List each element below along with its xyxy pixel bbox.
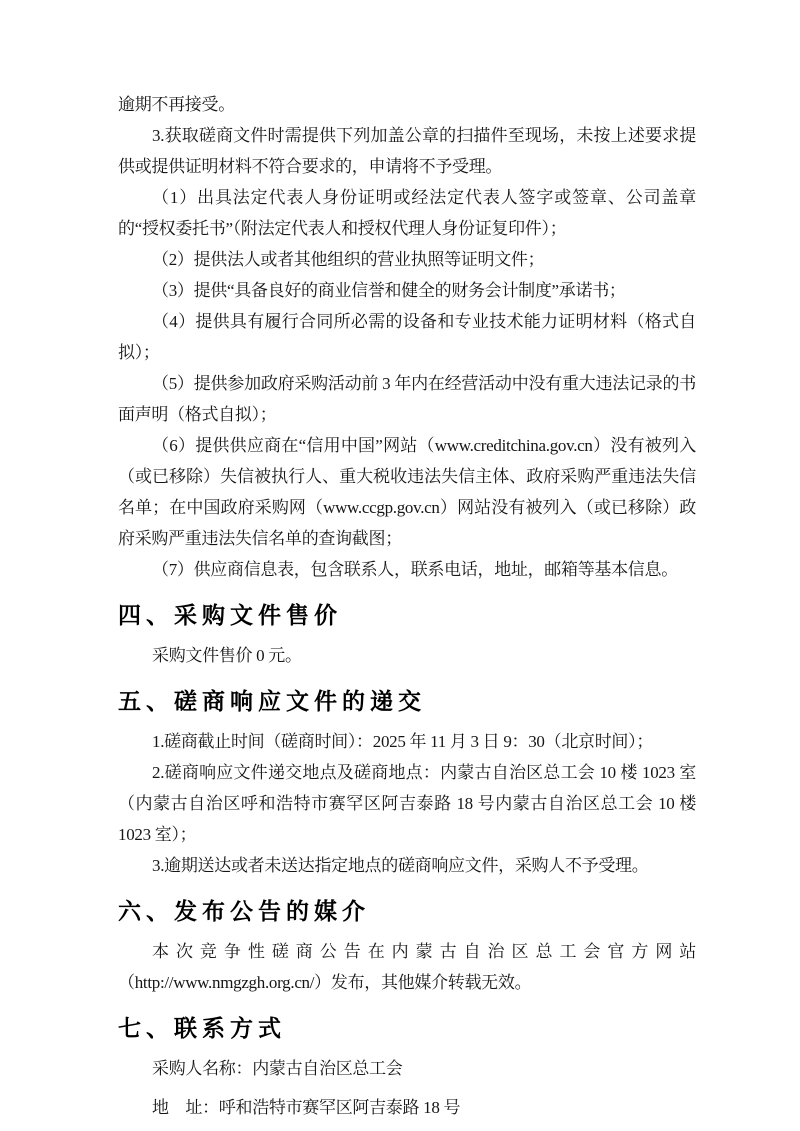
paragraph-subitem-6-credit-china-screenshot: （6）提供供应商在“信用中国”网站（www.creditchina.gov.cn）没有被列入（或已移除）失信被执行人、重大税收违法失信主体、政府采购严重违法失信名单；在中国政府采购网（www.ccgp.gov.cn）网站没有被列入（或已移除）政府采购严重违法失信名单的查询截图； [118, 436, 696, 548]
paragraph-subitem-3-credit-commitment: （3）提供“具备良好的商业信誉和健全的财务会计制度”承诺书； [152, 281, 626, 300]
paragraph-subitem-4-equipment-capability: （4）提供具有履行合同所必需的设备和专业技术能力证明材料（格式自拟）； [118, 312, 696, 362]
paragraph-subitem-5-no-violation-statement: （5）提供参加政府采购活动前 3 年内在经营活动中没有重大违法记录的书面声明（格式自拟）； [118, 374, 696, 424]
paragraph-announcement-website: 本次竞争性磋商公告在内蒙古自治区总工会官方网站（http://www.nmgzgh.org.cn/）发布，其他媒介转载无效。 [118, 942, 696, 992]
paragraph-item-3-obtain-documents: 3.获取磋商文件时需提供下列加盖公章的扫描件至现场，未按上述要求提供或提供证明材料不符合要求的，申请将不予受理。 [118, 126, 696, 176]
paragraph-subitem-7-supplier-info-table: （7）供应商信息表，包含联系人，联系电话，地址，邮箱等基本信息。 [152, 560, 678, 579]
section-heading-5-response-submission: 五、磋商响应文件的递交 [118, 688, 426, 714]
paragraph-purchaser-name: 采购人名称：内蒙古自治区总工会 [152, 1059, 403, 1078]
paragraph-subitem-2-business-license: （2）提供法人或者其他组织的营业执照等证明文件； [152, 250, 545, 269]
section-heading-7-contact-info: 七、联系方式 [118, 1015, 286, 1041]
paragraph-purchaser-address: 地 址：呼和浩特市赛罕区阿吉泰路 18 号 [152, 1098, 461, 1117]
paragraph-subitem-1-legal-representative: （1）出具法定代表人身份证明或经法定代表人签字或签章、公司盖章的“授权委托书”（附法定代表人和授权代理人身份证复印件）； [118, 188, 696, 238]
paragraph-document-price: 采购文件售价 0 元。 [152, 646, 302, 665]
document-body [118, 89, 696, 1123]
section-heading-4-document-price: 四、采购文件售价 [118, 602, 342, 628]
section-heading-6-announcement-media: 六、发布公告的媒介 [118, 898, 370, 924]
paragraph-overdue-not-accepted: 逾期不再接受。 [118, 95, 235, 114]
paragraph-deadline: 1.磋商截止时间（磋商时间）：2025 年 11 月 3 日 9：30（北京时间）； [152, 732, 654, 751]
paragraph-submission-location: 2.磋商响应文件递交地点及磋商地点：内蒙古自治区总工会 10 楼 1023 室（内蒙古自治区呼和浩特市赛罕区阿吉泰路 18 号内蒙古自治区总工会 10 楼 1023 室）； [118, 763, 696, 844]
paragraph-late-delivery-rejected: 3.逾期送达或者未送达指定地点的磋商响应文件，采购人不予受理。 [152, 856, 649, 875]
